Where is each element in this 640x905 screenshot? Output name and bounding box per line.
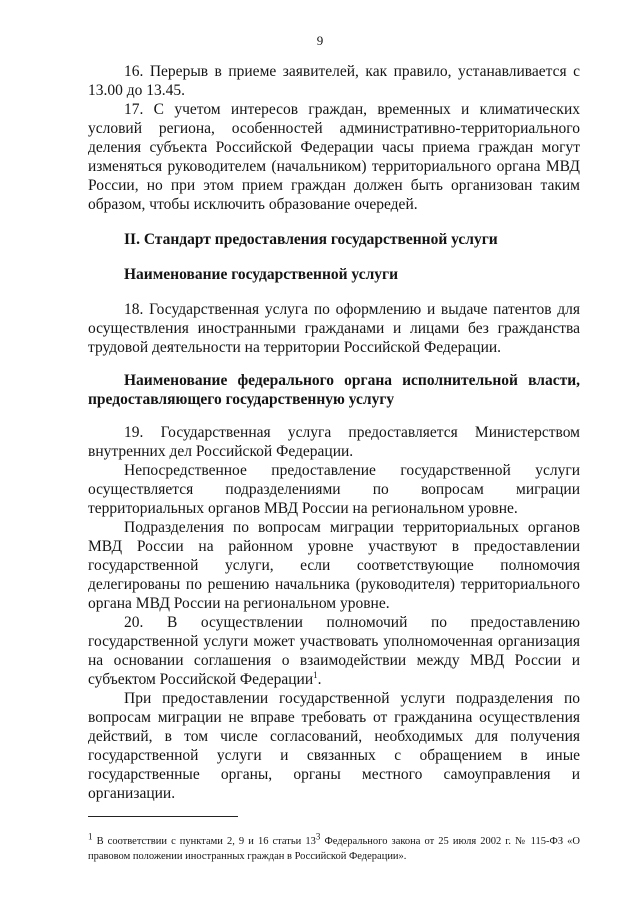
page-number: 9 bbox=[316, 33, 324, 48]
paragraph-16: 16. Перерыв в приеме заявителей, как правило, устанавливается с 13.00 до 13.45. bbox=[88, 63, 580, 99]
paragraph-20-text: 20. В осуществлении полномочий по предоставлению государственной услуги может участвовать уполномоченная организация на основании соглашения о взаимодействии между МВД России и субъектом Российской Федерации bbox=[88, 614, 580, 688]
paragraph-20-restrictions: При предоставлении государственной услуги подразделения по вопросам миграции не вправе требовать от гражданина осуществления действий, в том числе согласований, необходимых для получения государственной услуги и связанных с обращением в иные государственные органы, органы местного самоуправления и организации. bbox=[88, 690, 580, 802]
paragraph-19: 19. Государственная услуга предоставляется Министерством внутренних дел Российской Федерации. bbox=[88, 424, 580, 460]
subheading-federal-organ: Наименование федерального органа исполнительной власти, предоставляющего государственную услугу bbox=[88, 372, 580, 408]
paragraph-20 bbox=[88, 613, 580, 689]
footnote-text-b: Федерального закона от 25 июля 2002 г. № 115-ФЗ «О правовом положении иностранных граждан в Российской Федерации». bbox=[88, 835, 581, 862]
paragraph-19-direct-provision: Непосредственное предоставление государственной услуги осуществляется подразделениями по вопросам миграции территориальных органов МВД России на региональном уровне. bbox=[88, 462, 580, 517]
footnote-text-a: В соответствии с пунктами 2, 9 и 16 статьи 13 bbox=[92, 835, 316, 847]
document-body bbox=[88, 62, 580, 803]
footnote-reference: 1 bbox=[313, 669, 318, 680]
footnote-superscript: 3 bbox=[315, 831, 321, 841]
subheading-service-name: Наименование государственной услуги bbox=[124, 266, 398, 283]
paragraph-18: 18. Государственная услуга по оформлению и выдаче патентов для осуществления иностранными гражданами и лицами без гражданства трудовой деятельности на территории Российской Федерации. bbox=[88, 301, 580, 356]
footnote-divider bbox=[88, 816, 238, 817]
paragraph-20-end: . bbox=[317, 671, 322, 688]
footnote-marker: 1 bbox=[88, 831, 93, 841]
paragraph-19-district-level: Подразделения по вопросам миграции территориальных органов МВД России на районном уровне участвуют в предоставлении государственной услуги, если соответствующие полномочия делегированы по решению начальника (руководителя) территориального органа МВД России на региональном уровне. bbox=[88, 519, 580, 612]
footnote bbox=[88, 831, 581, 864]
paragraph-17: 17. С учетом интересов граждан, временных и климатических условий региона, особенностей административно-территориального деления субъекта Российской Федерации часы приема граждан могут изменяться руководителем (начальником) территориального органа МВД России, но при этом прием граждан должен быть организован таким образом, чтобы исключить образование очередей. bbox=[88, 101, 580, 213]
section-heading: II. Стандарт предоставления государственной услуги bbox=[124, 231, 498, 248]
